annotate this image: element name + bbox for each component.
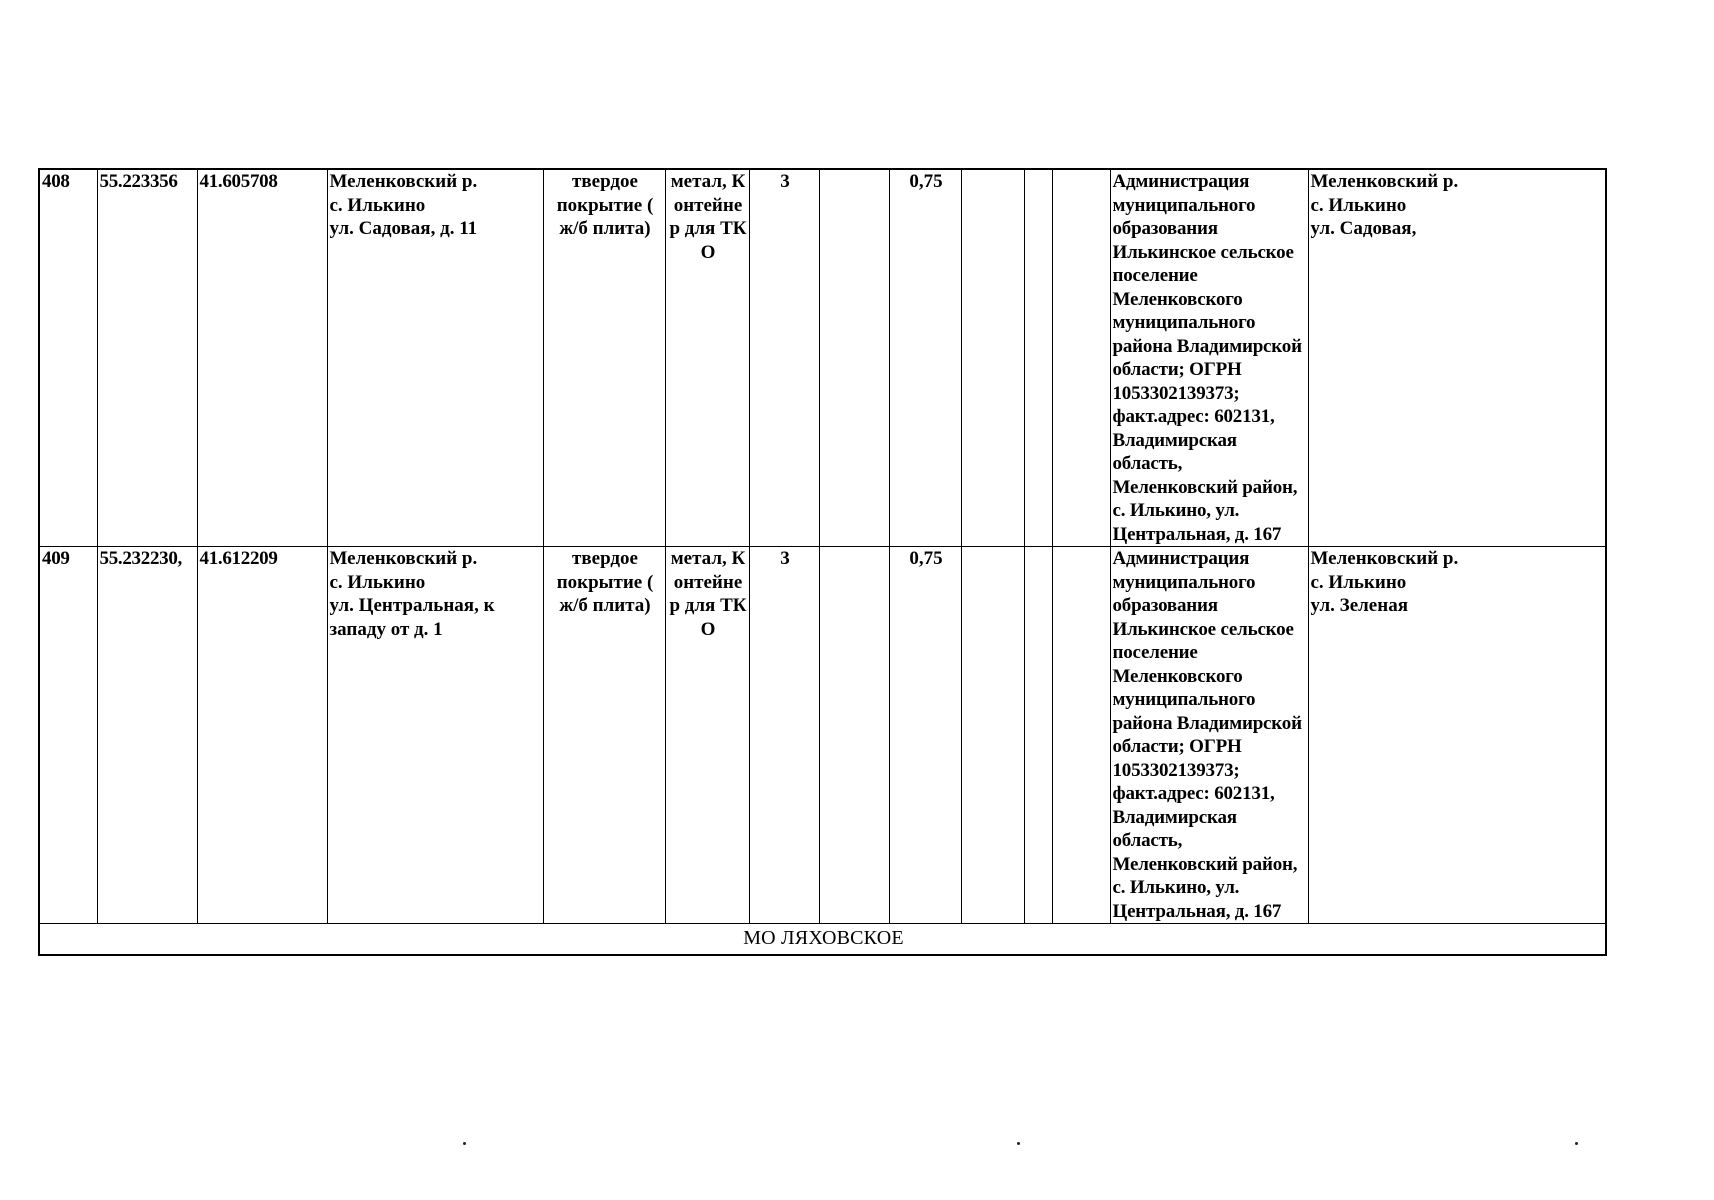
- material-cell: метал, К онтейне р для ТКО: [665, 547, 749, 924]
- latitude-cell: 55.223356: [97, 169, 197, 547]
- row-number: 409: [39, 547, 97, 924]
- address-text: Меленковский р. с. Илькино ул. Центральная, к западу от д. 1: [329, 548, 495, 640]
- empty-cell: [1052, 169, 1110, 547]
- waste-sources-text: Меленковский р. с. Илькино ул. Зеленая: [1310, 548, 1459, 616]
- scan-speck: [1017, 1142, 1020, 1145]
- registry-sheet: [38, 168, 1605, 956]
- empty-cell: [819, 169, 889, 547]
- empty-cell: [819, 547, 889, 924]
- address-cell: [327, 169, 543, 547]
- scan-speck: [1575, 1142, 1578, 1145]
- scan-speck: [463, 1142, 466, 1145]
- address-cell: [327, 547, 543, 924]
- material-cell: метал, К онтейне р для ТКО: [665, 169, 749, 547]
- section-heading-row: [39, 924, 1606, 956]
- containers-count-cell: 3: [749, 547, 819, 924]
- empty-cell: [961, 169, 1024, 547]
- owner-cell: Администрация муниципального образования Илькинское сельское поселение Меленковского муниципального района Владимирской области; ОГРН 1053302139373; факт.адрес: 602131, Владимирская область, Меленковский район, с. Илькино, ул. Центральная, д. 167: [1110, 169, 1308, 547]
- volume-cell: 0,75: [889, 547, 961, 924]
- empty-cell: [1024, 169, 1052, 547]
- registry-table: [38, 168, 1607, 956]
- owner-cell: Администрация муниципального образования Илькинское сельское поселение Меленковского муниципального района Владимирской области; ОГРН 1053302139373; факт.адрес: 602131, Владимирская область, Меленковский район, с. Илькино, ул. Центральная, д. 167: [1110, 547, 1308, 924]
- address-text: Меленковский р. с. Илькино ул. Садовая, д. 11: [329, 171, 478, 239]
- surface-cell: твердое покрытие ( ж/б плита): [543, 547, 665, 924]
- empty-cell: [1024, 547, 1052, 924]
- waste-sources-cell: [1308, 547, 1606, 924]
- longitude-cell: 41.605708: [197, 169, 327, 547]
- row-number: 408: [39, 169, 97, 547]
- waste-sources-cell: [1308, 169, 1606, 547]
- section-heading: МО ЛЯХОВСКОЕ: [39, 924, 1606, 956]
- waste-sources-text: Меленковский р. с. Илькино ул. Садовая,: [1310, 171, 1459, 239]
- volume-cell: 0,75: [889, 169, 961, 547]
- empty-cell: [1052, 547, 1110, 924]
- latitude-cell: 55.232230,: [97, 547, 197, 924]
- containers-count-cell: 3: [749, 169, 819, 547]
- surface-cell: твердое покрытие ( ж/б плита): [543, 169, 665, 547]
- longitude-cell: 41.612209: [197, 547, 327, 924]
- table-row: [39, 169, 1606, 547]
- table-row: [39, 547, 1606, 924]
- empty-cell: [961, 547, 1024, 924]
